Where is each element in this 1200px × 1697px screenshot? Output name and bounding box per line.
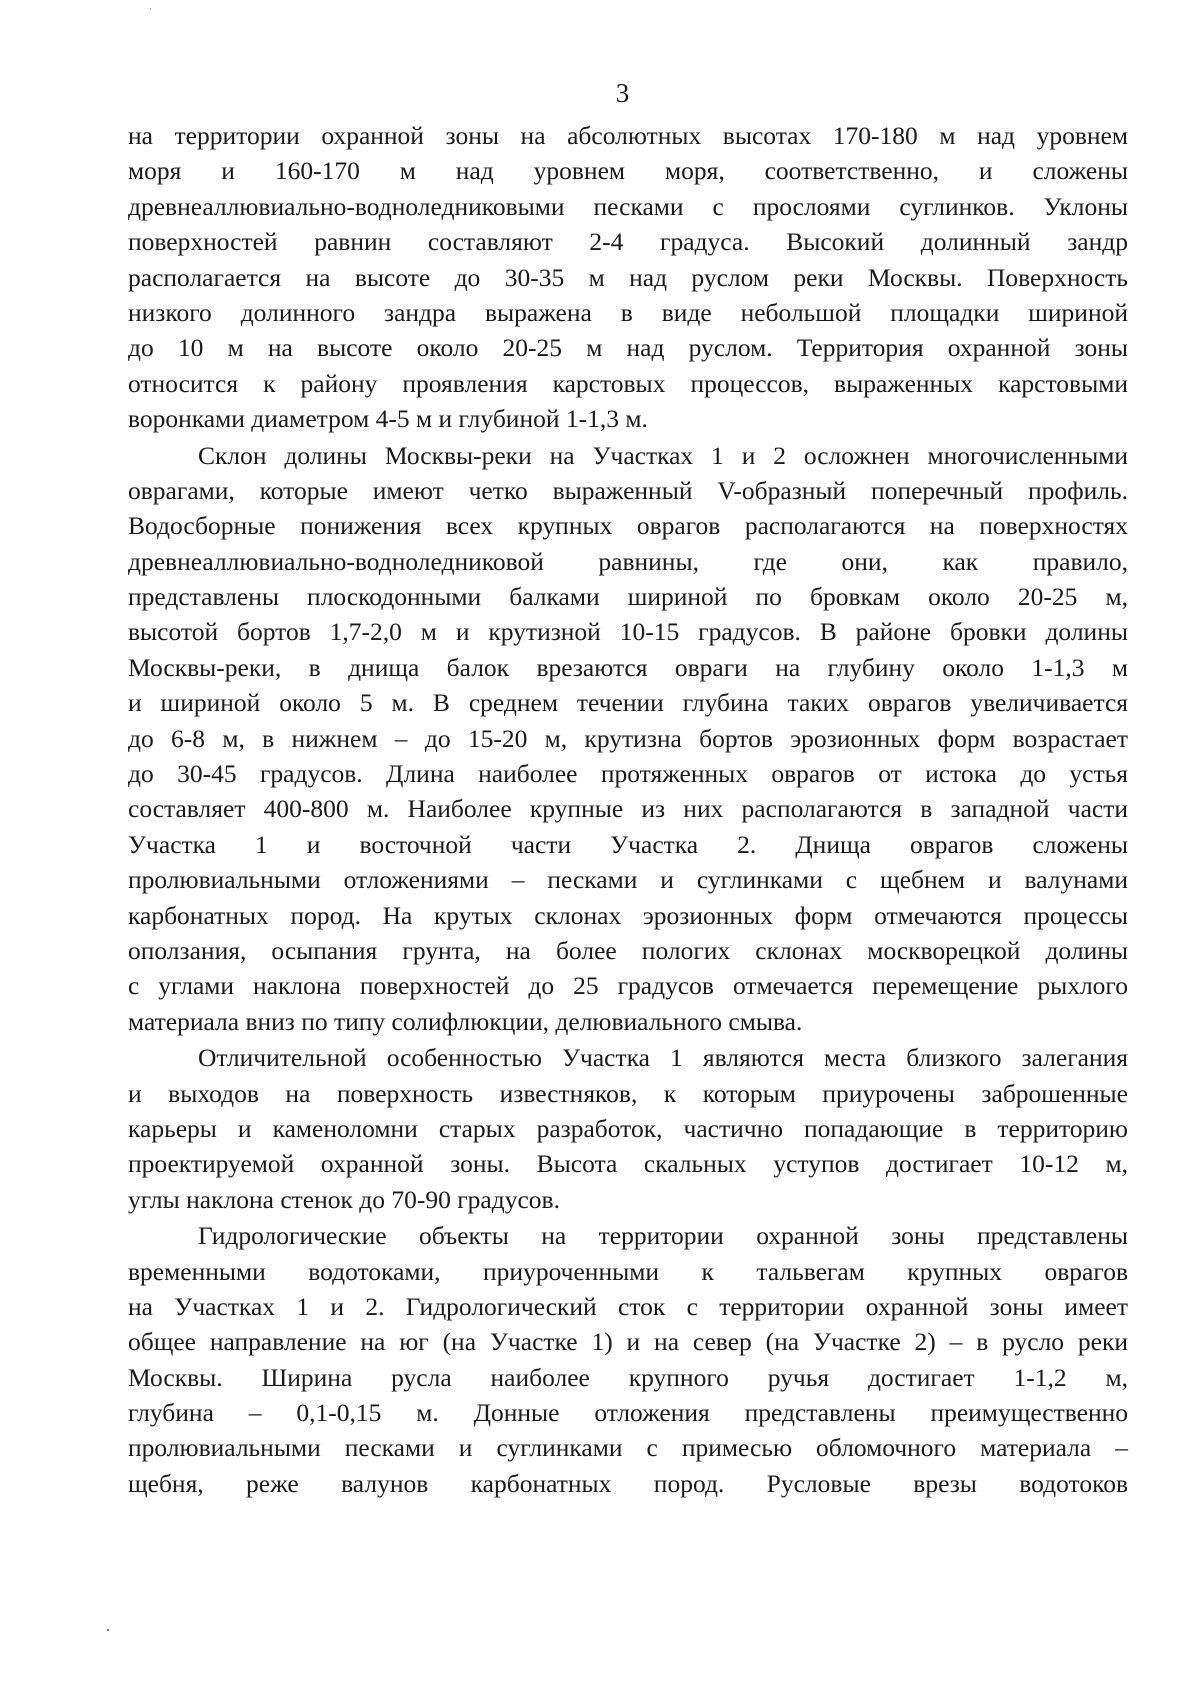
- text-line: пролювиальными песками и суглинками с примесью обломочного материала –: [128, 1433, 1128, 1463]
- text-line: и шириной около 5 м. В среднем течении глубина таких оврагов увеличивается: [128, 688, 1128, 718]
- text-line: располагается на высоте до 30-35 м над руслом реки Москвы. Поверхность: [128, 262, 1128, 292]
- scan-speck: [107, 1629, 109, 1631]
- text-line: проектируемой охранной зоны. Высота скальных уступов достигает 10-12 м,: [128, 1149, 1128, 1179]
- text-line: представлены плоскодонными балками шириной по бровкам около 20-25 м,: [128, 582, 1128, 612]
- text-line: с углами наклона поверхностей до 25 градусов отмечается перемещение рыхлого: [128, 971, 1128, 1001]
- text-line: Москвы-реки, в днища балок врезаются овраги на глубину около 1-1,3 м: [128, 652, 1128, 682]
- text-line: Гидрологические объекты на территории охранной зоны представлены: [198, 1221, 1128, 1251]
- text-line: материала вниз по типу солифлюкции, делювиального смыва.: [128, 1006, 803, 1036]
- text-line: карбонатных пород. На крутых склонах эрозионных форм отмечаются процессы: [128, 900, 1128, 930]
- text-line: глубина – 0,1-0,15 м. Донные отложения представлены преимущественно: [128, 1398, 1128, 1428]
- text-line: оврагами, которые имеют четко выраженный V-образный поперечный профиль.: [128, 475, 1128, 505]
- text-line: Москвы. Ширина русла наиболее крупного ручья достигает 1-1,2 м,: [128, 1362, 1128, 1392]
- text-line: Отличительной особенностью Участка 1 являются места близкого залегания: [198, 1043, 1128, 1073]
- text-line: пролювиальными отложениями – песками и суглинками с щебнем и валунами: [128, 865, 1128, 895]
- paragraph: [128, 118, 1128, 437]
- text-line: до 30-45 градусов. Длина наиболее протяженных оврагов от истока до устья: [128, 759, 1128, 789]
- text-line: низкого долинного зандра выражена в виде небольшой площадки шириной: [128, 297, 1128, 327]
- text-line: временными водотоками, приуроченными к тальвегам крупных оврагов: [128, 1256, 1128, 1286]
- paragraph: [128, 438, 1128, 1040]
- document-body: [128, 118, 1128, 1502]
- text-line: Водосборные понижения всех крупных оврагов располагаются на поверхностях: [128, 511, 1128, 541]
- text-line: Склон долины Москвы-реки на Участках 1 и 2 осложнен многочисленными: [198, 440, 1128, 470]
- text-line: углы наклона стенок до 70-90 градусов.: [128, 1184, 560, 1214]
- text-line: Участка 1 и восточной части Участка 2. Днища оврагов сложены: [128, 829, 1128, 859]
- text-line: общее направление на юг (на Участке 1) и на север (на Участке 2) – в русло реки: [128, 1327, 1128, 1357]
- text-line: высотой бортов 1,7-2,0 м и крутизной 10-15 градусов. В районе бровки долины: [128, 617, 1128, 647]
- text-line: составляет 400-800 м. Наиболее крупные из них располагаются в западной части: [128, 794, 1128, 824]
- text-line: до 10 м на высоте около 20-25 м над руслом. Территория охранной зоны: [128, 333, 1128, 363]
- text-line: оползания, осыпания грунта, на более пологих склонах москворецкой долины: [128, 935, 1128, 965]
- text-line: древнеаллювиально-водноледниковыми песками с прослоями суглинков. Уклоны: [128, 191, 1128, 221]
- text-line: до 6-8 м, в нижнем – до 15-20 м, крутизна бортов эрозионных форм возрастает: [128, 723, 1128, 753]
- paragraph: [128, 1218, 1128, 1501]
- text-line: щебня, реже валунов карбонатных пород. Русловые врезы водотоков: [128, 1468, 1128, 1498]
- text-line: моря и 160-170 м над уровнем моря, соответственно, и сложены: [128, 156, 1128, 186]
- text-line: на территории охранной зоны на абсолютных высотах 170-180 м над уровнем: [128, 121, 1128, 150]
- text-line: относится к району проявления карстовых процессов, выраженных карстовыми: [128, 368, 1128, 398]
- text-line: карьеры и каменоломни старых разработок, частично попадающие в территорию: [128, 1113, 1128, 1143]
- paragraph: [128, 1040, 1128, 1217]
- text-line: древнеаллювиально-водноледниковой равнины, где они, как правило,: [128, 546, 1128, 576]
- text-line: воронками диаметром 4-5 м и глубиной 1-1,3 м.: [128, 404, 648, 434]
- text-line: поверхностей равнин составляют 2-4 градуса. Высокий долинный зандр: [128, 227, 1128, 257]
- text-line: на Участках 1 и 2. Гидрологический сток с территории охранной зоны имеет: [128, 1291, 1128, 1321]
- page-number: 3: [615, 78, 630, 108]
- scan-speck: [150, 8, 151, 9]
- text-line: и выходов на поверхность известняков, к которым приурочены заброшенные: [128, 1078, 1128, 1108]
